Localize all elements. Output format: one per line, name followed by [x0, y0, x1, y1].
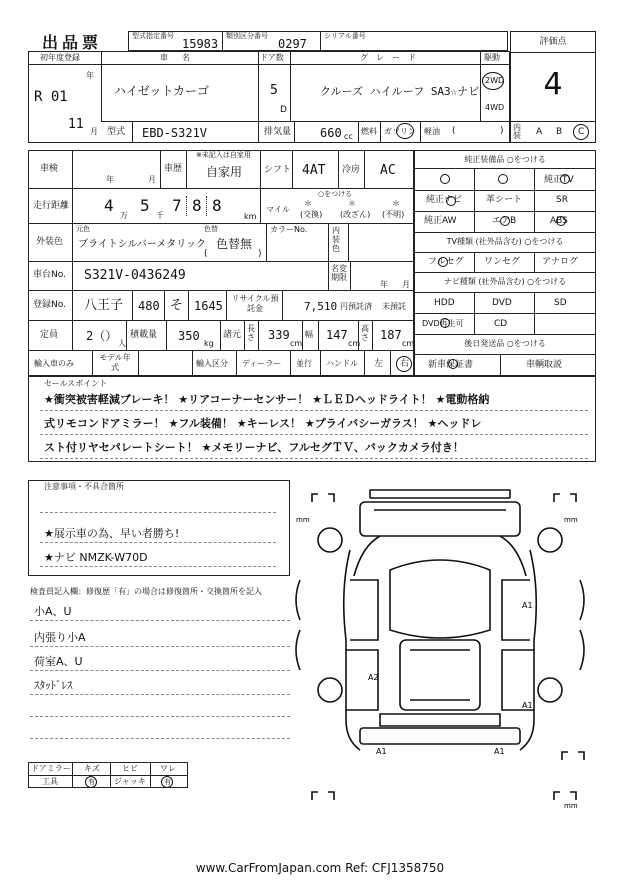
light-oil-label: 軽油	[424, 127, 440, 136]
inspector-line-3: 荷室A、U	[34, 655, 83, 668]
model-value: EBD-S321V	[142, 126, 208, 140]
interior-grade-circle	[573, 124, 589, 140]
use-value: 自家用	[206, 165, 243, 179]
grade-label: グレード	[360, 53, 424, 62]
mileage-digit-3: 7	[172, 196, 182, 215]
import-label: 輸入車のみ	[34, 359, 74, 368]
mileage-label: 走行距離	[33, 201, 70, 211]
name-change-label: 名変期限	[331, 264, 347, 282]
color-label: 外装色	[36, 237, 64, 247]
import-type-label: 輸入区分	[196, 359, 228, 368]
recycle-value: 7,510	[304, 300, 338, 313]
score-label: 評価点	[539, 37, 567, 47]
color-no-label: カラーNo.	[270, 225, 308, 234]
mile-label: マイル	[266, 205, 290, 214]
color-value: ブライトシルバーメタリック	[78, 239, 206, 250]
docs-title: 後日発送品 ○をつける	[464, 339, 546, 348]
load-label: 積載量	[130, 330, 158, 340]
oem-tv-circle	[560, 174, 570, 184]
interior-label: 内装	[513, 123, 521, 140]
recycle-label: リサイクル預託金	[231, 294, 279, 313]
type-designation-value: 15983	[182, 37, 219, 51]
mileage-digit-1: 4	[104, 196, 114, 215]
oem-tv: 純正TV	[544, 175, 574, 185]
handle-label: ハンドル	[326, 359, 358, 368]
sheet-title: 出品票	[42, 33, 103, 52]
load-value: 350	[178, 329, 200, 343]
inspector-label: 検査員記入欄：修復歴「有」の場合は修復箇所・交換箇所を記入	[30, 587, 262, 596]
damage-mark-5: A1	[494, 747, 505, 756]
abs-circle	[556, 216, 566, 226]
damage-mark-2: A2	[368, 673, 379, 682]
category-label: 類別区分番号	[226, 32, 268, 40]
tv-title: TV種類 (社外品含む) ○をつける	[446, 237, 564, 246]
capacity-value: 2（）	[86, 329, 118, 343]
model-year-label: モデル年式	[99, 353, 131, 372]
footer-ref: www.CarFromJapan.com Ref: CFJ1358750	[195, 861, 445, 875]
fuel-label: 燃料	[361, 127, 377, 136]
length-value: 339	[268, 328, 290, 342]
ac-value: AC	[380, 163, 396, 178]
inspector-line-1: 小A、U	[34, 605, 72, 618]
sales-label: セールスポイント	[44, 379, 108, 388]
navi-title: ナビ種類 (社外品含む) ○をつける	[443, 277, 567, 286]
category-value: 0297	[278, 37, 307, 51]
mileage-digit-4: 8	[192, 196, 202, 215]
jack-yes-circle	[161, 776, 173, 788]
mileage-digit-2: 5	[140, 196, 150, 215]
interior-color-label: 内装色	[332, 226, 340, 253]
length-label: 長さ	[247, 324, 255, 342]
use-label: 車歴	[164, 164, 183, 174]
warranty-circle	[448, 359, 458, 369]
shift-value: 4AT	[302, 163, 326, 178]
reg-number: 1645	[194, 299, 223, 313]
score-value: 4	[543, 67, 563, 102]
model-label: 型式	[107, 127, 126, 137]
inspector-line-4: ｽﾀｯﾄﾞﾚｽ	[34, 679, 73, 692]
dvd-play-circle	[440, 318, 450, 328]
height-label: 高さ	[361, 324, 369, 342]
chassis-label: 車台No.	[33, 270, 66, 280]
mm-label-2: mm	[564, 516, 578, 524]
reg-label: 登録No.	[33, 300, 66, 310]
mm-label-1: mm	[296, 516, 310, 524]
pw-circle	[498, 174, 508, 184]
oem-navi-circle	[446, 196, 456, 206]
inspection-label: 車検	[40, 164, 59, 174]
width-label: 幅	[305, 330, 313, 339]
serial-label: シリアル番号	[324, 32, 366, 40]
ps-circle	[440, 174, 450, 184]
doors-label: ドア数	[260, 53, 284, 62]
damage-mark-3: A1	[522, 701, 533, 710]
handle-right-circle	[396, 356, 412, 372]
damage-mark-1: A1	[522, 601, 533, 610]
displacement-label: 排気量	[264, 127, 292, 137]
airbag-circle	[500, 216, 510, 226]
tools-yes-circle	[85, 776, 97, 788]
grade-value: クルーズ ハイルーフ SA3☆ナビ	[320, 85, 480, 98]
color-change-value: 色替無	[216, 237, 253, 251]
reg-kana: そ	[170, 298, 184, 313]
notes-label: 注意事項・不具合箇所	[44, 482, 124, 491]
inspector-line-2: 内張り小A	[34, 631, 86, 644]
sales-line-2: 式リモコンドアミラー！ ★フル装備！ ★キーレス！ ★プライバシーガラス！ ★ヘッドレ	[44, 417, 482, 430]
chassis-value: S321V-0436249	[84, 268, 186, 283]
vehicle-diagram	[290, 470, 590, 822]
sales-line-3: スト付リヤセパレートシート！ ★メモリーナビ、フルセグＴＶ、バックカメラ付き！	[44, 441, 464, 454]
first-reg-label: 初年度登録	[40, 53, 80, 62]
reg-class: 480	[138, 299, 160, 313]
shift-label: シフト	[264, 165, 292, 175]
drive-label: 駆動	[484, 53, 500, 62]
mm-label-3: mm	[564, 802, 578, 810]
ac-label: 冷房	[342, 165, 361, 175]
fullseg-circle	[438, 257, 448, 267]
car-name-label: 車名	[160, 53, 204, 62]
car-name-value: ハイゼットカーゴ	[114, 84, 210, 98]
fuel-value: ガソリン	[384, 127, 416, 136]
first-reg-year: R 01	[34, 89, 68, 105]
type-designation-label: 型式指定番号	[132, 32, 174, 40]
doors-value: 5	[270, 83, 278, 98]
sales-line-1: ★衝突被害軽減ブレーキ！ ★リアコーナーセンサー！ ★ＬＥＤヘッドライト！ ★電動格納	[44, 393, 490, 406]
capacity-label: 定員	[40, 330, 59, 340]
width-value: 147	[326, 328, 348, 342]
fuel-circle	[396, 123, 414, 139]
height-value: 187	[380, 328, 402, 342]
size-label: 諸元	[223, 330, 242, 340]
first-reg-month: 11	[68, 117, 84, 132]
oem-title: 純正装備品 ○をつける	[464, 155, 546, 164]
displacement-value: 660	[320, 126, 342, 140]
damage-mark-4: A1	[376, 747, 387, 756]
notes-line-2: ★ナビ NMZK-W70D	[44, 551, 148, 564]
mileage-digit-5: 8	[212, 196, 222, 215]
notes-line-1: ★展示車の為、早い者勝ち!	[44, 527, 180, 540]
reg-area: 八王子	[84, 298, 124, 313]
